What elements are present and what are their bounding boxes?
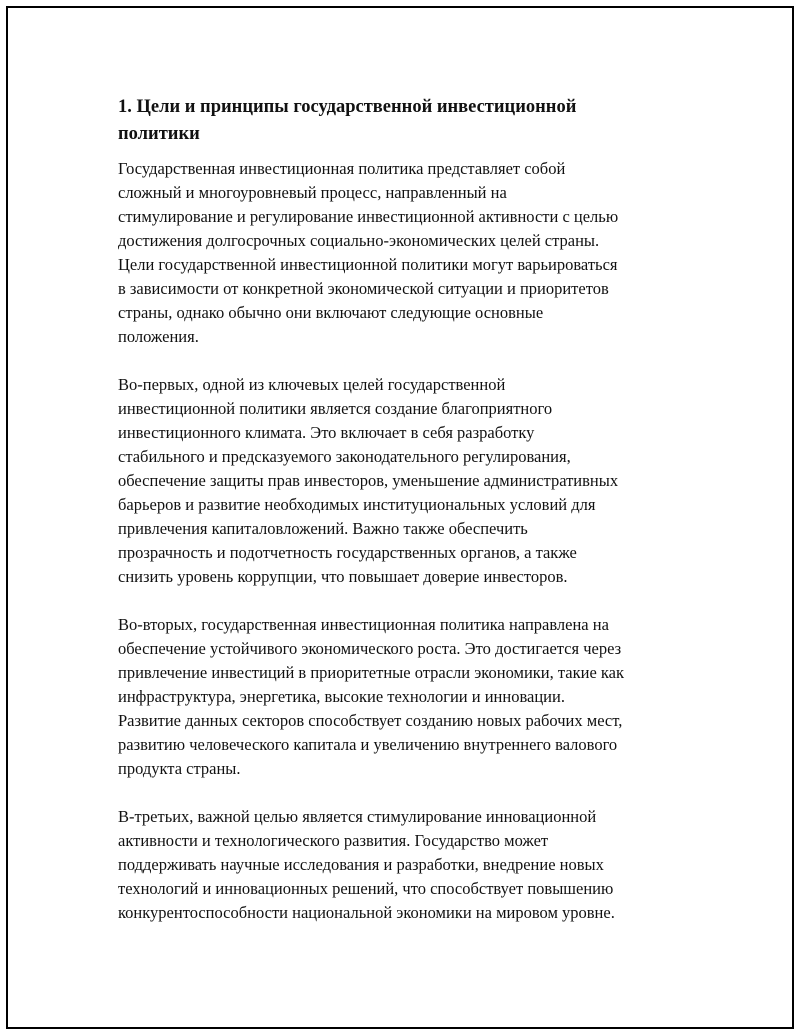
section-heading	[118, 94, 693, 148]
text-line: инфраструктура, энергетика, высокие технологии и инновации.	[118, 687, 565, 706]
text-line: обеспечение устойчивого экономического роста. Это достигается через	[118, 639, 622, 658]
text-line: активности и технологического развития. Государство может	[118, 831, 549, 850]
text-line: Во-вторых, государственная инвестиционная политика направлена на	[118, 615, 609, 634]
text-line: Развитие данных секторов способствует созданию новых рабочих мест,	[118, 711, 623, 730]
text-line: Государственная инвестиционная политика представляет собой	[118, 159, 566, 178]
text-line: обеспечение защиты прав инвесторов, уменьшение административных	[118, 471, 619, 490]
text-line: страны, однако обычно они включают следующие основные	[118, 303, 544, 322]
text-line: привлечение инвестиций в приоритетные отрасли экономики, такие как	[118, 663, 625, 682]
text-line: достижения долгосрочных социально-экономических целей страны.	[118, 231, 600, 250]
text-line: технологий и инновационных решений, что способствует повышению	[118, 879, 614, 898]
heading-line: 1. Цели и принципы государственной инвестиционной	[118, 97, 577, 117]
document-body	[118, 94, 693, 949]
text-line: Цели государственной инвестиционной политики могут варьироваться	[118, 255, 618, 274]
text-line: сложный и многоуровневый процесс, направленный на	[118, 183, 507, 202]
text-line: положения.	[118, 327, 199, 346]
text-line: поддерживать научные исследования и разработки, внедрение новых	[118, 855, 604, 874]
text-line: развитию человеческого капитала и увеличению внутреннего валового	[118, 735, 618, 754]
text-line: конкурентоспособности национальной экономики на мировом уровне.	[118, 903, 615, 922]
paragraph-second-goal	[118, 613, 693, 781]
text-line: продукта страны.	[118, 759, 241, 778]
text-line: в зависимости от конкретной экономической ситуации и приоритетов	[118, 279, 609, 298]
text-line: снизить уровень коррупции, что повышает доверие инвесторов.	[118, 567, 568, 586]
paragraph-intro	[118, 157, 693, 349]
text-line: В-третьих, важной целью является стимулирование инновационной	[118, 807, 597, 826]
text-line: инвестиционной политики является создание благоприятного	[118, 399, 553, 418]
text-line: инвестиционного климата. Это включает в себя разработку	[118, 423, 535, 442]
paragraph-first-goal	[118, 373, 693, 589]
text-line: барьеров и развитие необходимых институциональных условий для	[118, 495, 596, 514]
text-line: привлечения капиталовложений. Важно также обеспечить	[118, 519, 528, 538]
text-line: стабильного и предсказуемого законодательного регулирования,	[118, 447, 571, 466]
text-line: прозрачность и подотчетность государственных органов, а также	[118, 543, 577, 562]
heading-line: политики	[118, 124, 200, 144]
paragraph-third-goal	[118, 805, 693, 925]
text-line: Во-первых, одной из ключевых целей государственной	[118, 375, 506, 394]
text-line: стимулирование и регулирование инвестиционной активности с целью	[118, 207, 619, 226]
